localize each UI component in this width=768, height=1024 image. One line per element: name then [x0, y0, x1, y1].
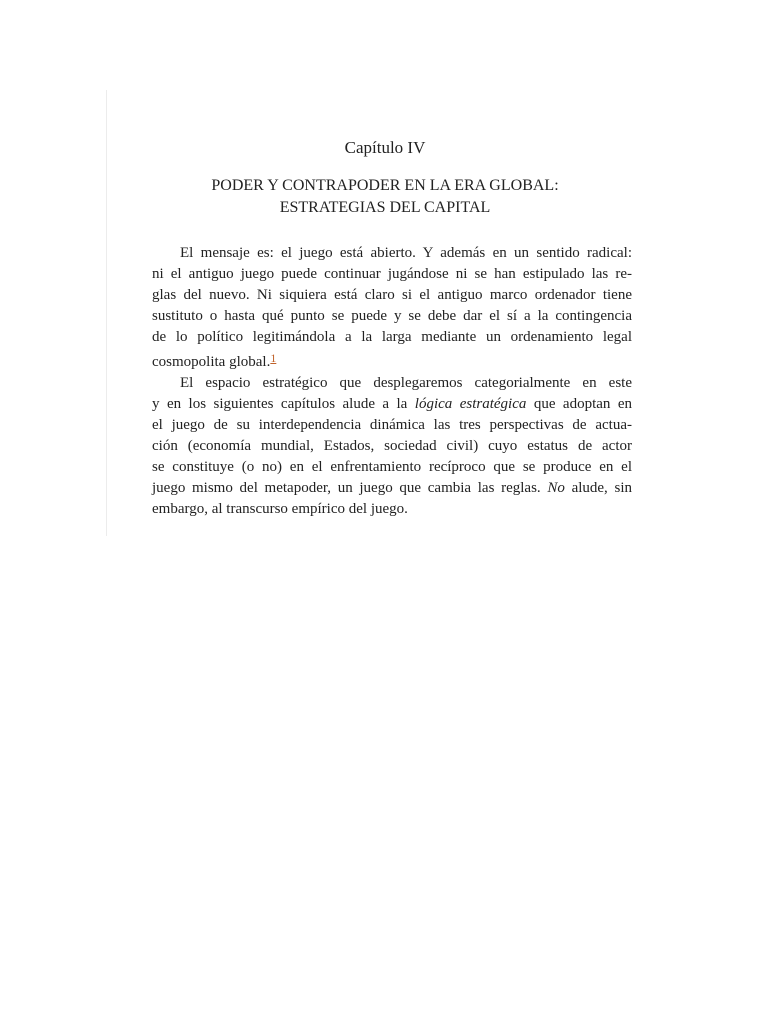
- emphasis-text: lógica estratégica: [414, 396, 527, 412]
- paragraph-2-line: [152, 394, 632, 415]
- paragraph-2-line: embargo, al transcurso empírico del juego.: [152, 501, 408, 517]
- chapter-body: [152, 243, 632, 520]
- paragraph-1-line: ni el antiguo juego puede continuar jugándose ni se han estipulado las re-: [152, 266, 632, 282]
- paragraph-2-text: que adoptan en: [526, 396, 632, 412]
- paragraph-1-last-line: [152, 348, 632, 373]
- paragraph-2-line: el juego de su interdependencia dinámica las tres perspectivas de actua-: [152, 417, 632, 433]
- paragraph-2-line: se constituye (o no) en el enfrentamiento recíproco que se produce en el: [152, 459, 632, 475]
- chapter-title: [0, 175, 768, 219]
- paragraph-1-line: sustituto o hasta qué punto se puede y se debe dar el sí a la contingencia: [152, 308, 632, 324]
- paragraph-2-text: juego mismo del metapoder, un juego que cambia las reglas.: [152, 480, 548, 496]
- paragraph-1-line: cosmopolita global.: [152, 354, 271, 370]
- paragraph-2-text: y en los siguientes capítulos alude a la: [152, 396, 415, 412]
- chapter-title-line-2: ESTRATEGIAS DEL CAPITAL: [279, 199, 491, 216]
- emphasis-text: No: [547, 480, 565, 496]
- paragraph-2-line: El espacio estratégico que desplegaremos categorialmente en este: [180, 375, 632, 391]
- paragraph-1: [152, 243, 632, 373]
- paragraph-1-line: de lo político legitimándola a la larga mediante un ordenamiento legal: [152, 329, 632, 345]
- paragraph-1-line: El mensaje es: el juego está abierto. Y además en un sentido radical:: [180, 245, 632, 261]
- paragraph-2-line: [152, 478, 632, 499]
- chapter-label: Capítulo IV: [344, 138, 426, 157]
- paragraph-1-line: glas del nuevo. Ni siquiera está claro si el antiguo marco ordenador tiene: [152, 287, 632, 303]
- chapter-title-line-1: PODER Y CONTRAPODER EN LA ERA GLOBAL:: [211, 177, 559, 194]
- paragraph-2-line: ción (economía mundial, Estados, sociedad civil) cuyo estatus de actor: [152, 438, 632, 454]
- paragraph-2: [152, 373, 632, 520]
- footnote-link[interactable]: 1: [270, 351, 277, 365]
- paragraph-2-text: alude, sin: [564, 480, 632, 496]
